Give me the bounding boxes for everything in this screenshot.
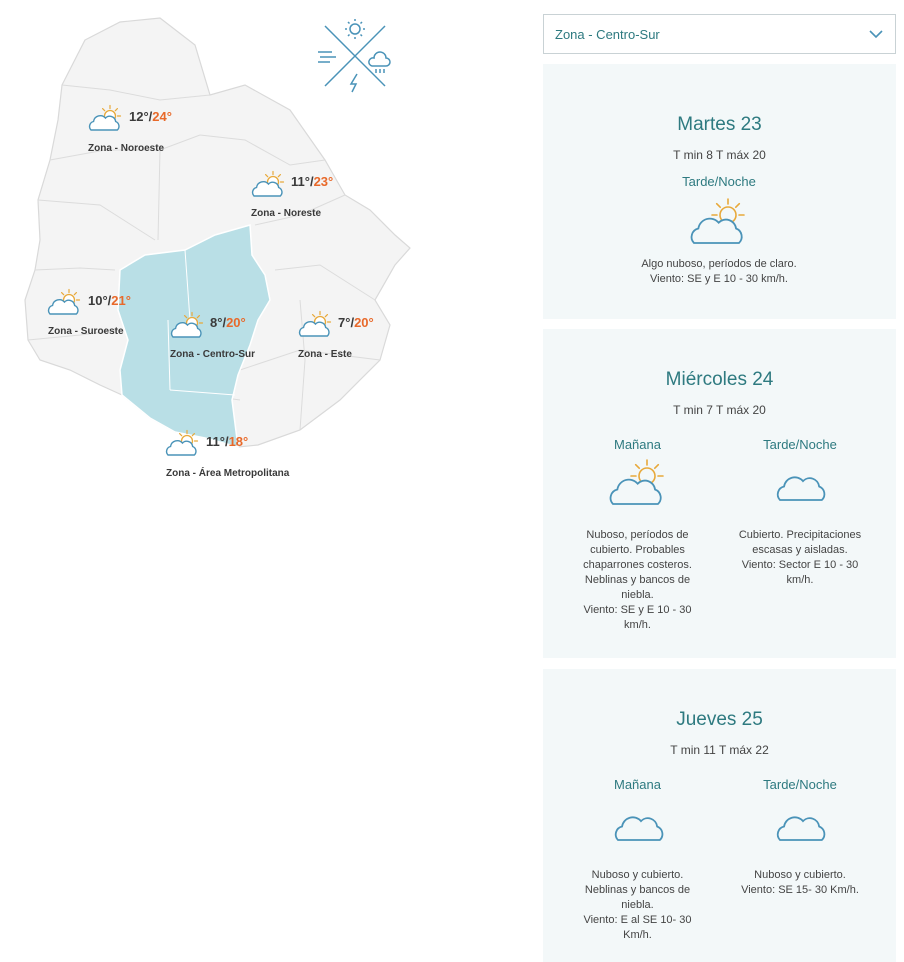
period-desc-line: niebla. — [621, 899, 654, 911]
period-desc-line: Nuboso y cubierto. — [754, 869, 846, 881]
weather-types-icon — [310, 16, 400, 96]
zone-label: Zona - Este — [298, 349, 352, 360]
day-temp-range: T min 11 T máx 22 — [670, 743, 769, 757]
period-desc-line: Nuboso y cubierto. — [591, 869, 684, 881]
partly-cloudy-icon — [47, 288, 81, 318]
day-title: Jueves 25 — [676, 709, 763, 730]
zone-select-value: Zona - Centro-Sur — [555, 27, 660, 42]
partly-cloudy-icon — [170, 311, 204, 341]
day-card-martes — [543, 64, 896, 319]
period-desc-line: Km/h. — [623, 929, 652, 941]
zone-label: Zona - Noroeste — [88, 143, 165, 154]
partly-cloudy-icon — [251, 170, 285, 200]
period-desc-line: niebla. — [621, 589, 654, 601]
day-title: Miércoles 24 — [665, 369, 774, 390]
period-desc-line: Viento: SE 15- 30 Km/h. — [741, 884, 859, 896]
partly-cloudy-icon — [165, 429, 199, 459]
period-label: Mañana — [614, 777, 661, 792]
period-desc-line: Nuboso, períodos de — [586, 529, 689, 541]
period-desc-line: Neblinas y bancos de — [584, 884, 691, 896]
period-desc-line: Cubierto. Precipitaciones — [738, 529, 862, 541]
partly-cloudy-icon — [298, 310, 332, 340]
day-temp-range: T min 8 T máx 20 — [673, 148, 766, 162]
cloud-icon — [767, 796, 833, 854]
period-desc-line: km/h. — [624, 619, 651, 631]
period-desc-line: Viento: SE y E 10 - 30 km/h. — [650, 273, 788, 285]
cloud-icon — [605, 796, 671, 854]
period-label: Tarde/Noche — [763, 437, 837, 452]
partly-cloudy-icon — [88, 104, 122, 134]
period-desc-line: Viento: Sector E 10 - 30 — [741, 559, 859, 571]
period-desc-line: Neblinas y bancos de — [584, 574, 691, 586]
zone-label: Zona - Noreste — [251, 208, 322, 219]
period-desc-line: Viento: E al SE 10- 30 — [583, 914, 692, 926]
period-desc-line: Viento: SE y E 10 - 30 — [583, 604, 692, 616]
period-tarde-noche — [725, 437, 875, 588]
period-manana — [570, 437, 705, 633]
zone-select[interactable] — [543, 14, 896, 54]
period-label: Mañana — [614, 437, 661, 452]
period-manana — [570, 777, 705, 943]
period-desc-line: Algo nuboso, períodos de claro. — [641, 258, 797, 270]
period-desc-line: cubierto. Probables — [590, 544, 685, 556]
uruguay-zone-map: 12°/24° Zona - Noroeste 11°/23° Zona - Noreste 10°/21° Zona - Suroeste 8°/20° Zona - Centro-Sur 7°/20° Zona - Este 11°/18° Zona - Área Metropolitana — [0, 0, 520, 520]
zone-label: Zona - Suroeste — [48, 326, 124, 337]
partly-cloudy-icon — [605, 456, 671, 514]
day-card-miercoles — [543, 329, 896, 658]
period-desc-line: chaparrones costeros. — [583, 559, 692, 571]
period-tarde-noche — [619, 174, 819, 287]
chevron-down-icon — [867, 25, 885, 43]
zone-label: Zona - Centro-Sur — [170, 349, 255, 360]
day-temp-range: T min 7 T máx 20 — [673, 403, 766, 417]
period-label: Tarde/Noche — [763, 777, 837, 792]
day-card-jueves — [543, 669, 896, 962]
period-label: Tarde/Noche — [682, 174, 756, 189]
cloud-icon — [767, 456, 833, 514]
period-tarde-noche — [725, 777, 875, 898]
period-desc-line: escasas y aisladas. — [752, 544, 848, 556]
zone-label: Zona - Área Metropolitana — [166, 468, 290, 479]
period-desc-line: km/h. — [786, 574, 814, 586]
partly-cloudy-icon — [686, 195, 752, 253]
day-title: Martes 23 — [677, 114, 762, 135]
map-outline — [0, 0, 520, 520]
